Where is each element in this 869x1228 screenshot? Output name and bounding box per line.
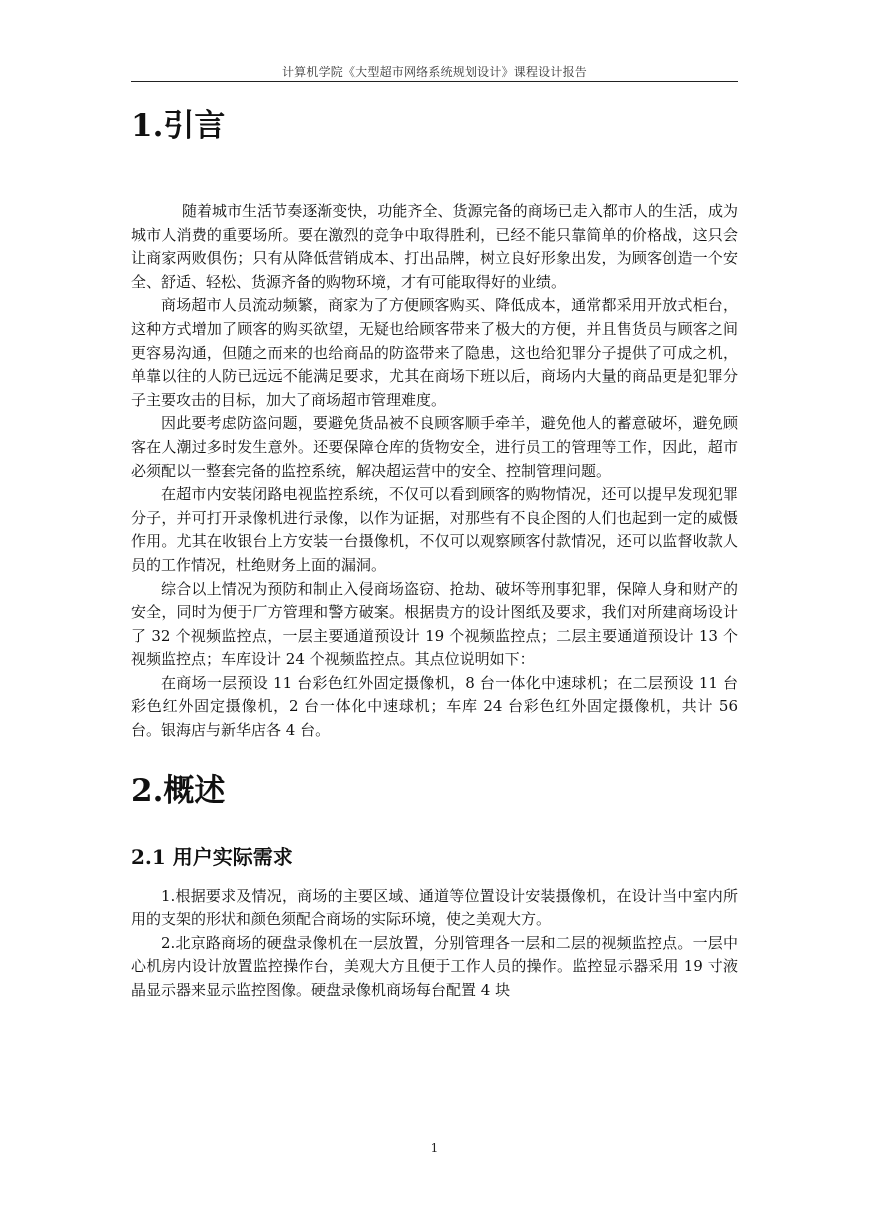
- section-1-paragraph-4: 在超市内安装闭路电视监控系统，不仅可以看到顾客的购物情况，还可以提早发现犯罪分子，并可打开录像机进行录像，以作为证据，对那些有不良企图的人们也起到一定的威慑作用。尤其在收银台上方安装一台摄像机，不仅可以观察顾客付款情况，还可以监督收款人员的工作情况，杜绝财务上面的漏洞。: [131, 485, 738, 574]
- section-1-title: 1.引言: [131, 108, 226, 144]
- page-number: 1: [430, 1141, 439, 1155]
- section-1-paragraph-3: 因此要考虑防盗问题，要避免货品被不良顾客顺手牵羊，避免他人的蓄意破坏，避免顾客在人潮过多时发生意外。还要保障仓库的货物安全，进行员工的管理等工作，因此，超市必须配以一整套完备的监控系统，解决超运营中的安全、控制管理问题。: [131, 414, 738, 480]
- section-1-paragraph-5: 综合以上情况为预防和制止入侵商场盗窃、抢劫、破坏等刑事犯罪，保障人身和财产的安全，同时为便于厂方管理和警方破案。根据贵方的设计图纸及要求，我们对所建商场设计了 32 个视频监控点，一层主要通道预设计 19 个视频监控点；二层主要通道预设计 13 个视频监控点；车库设计 24 个视频监控点。其点位说明如下：: [131, 579, 738, 669]
- section-2-1-title: 2.1 用户实际需求: [131, 844, 293, 869]
- section-1-paragraph-1: 随着城市生活节奏逐渐变快，功能齐全、货源完备的商场已走入都市人的生活，成为城市人消费的重要场所。要在激烈的竞争中取得胜利，已经不能只靠简单的价格战，这只会让商家两败俱伤；只有从降低营销成本、打出品牌，树立良好形象出发，为顾客创造一个安全、舒适、轻松、货源齐备的购物环境，才有可能取得好的业绩。: [131, 202, 738, 291]
- running-header: 计算机学院《大型超市网络系统规划设计》课程设计报告: [281, 65, 587, 79]
- section-2-1-paragraph-2: 2.北京路商场的硬盘录像机在一层放置，分别管理各一层和二层的视频监控点。一层中心机房内设计放置监控操作台，美观大方且便于工作人员的操作。监控显示器采用 19 寸液晶显示器来显示监控图像。硬盘录像机商场每台配置 4 块: [131, 933, 738, 1000]
- section-1-paragraph-2: 商场超市人员流动频繁，商家为了方便顾客购买、降低成本，通常都采用开放式柜台，这种方式增加了顾客的购买欲望，无疑也给顾客带来了极大的方便，并且售货员与顾客之间更容易沟通，但随之而来的也给商品的防盗带来了隐患，这也给犯罪分子提供了可成之机，单靠以往的人防已远远不能满足要求，尤其在商场下班以后，商场内大量的商品更是犯罪分子主要攻击的目标，加大了商场超市管理难度。: [131, 296, 738, 409]
- section-2-title: 2.概述: [131, 772, 226, 809]
- page-content: [131, 108, 738, 1003]
- header-rule: [131, 81, 738, 82]
- spacer: [131, 160, 738, 200]
- section-1-paragraph-6: 在商场一层预设 11 台彩色红外固定摄像机，8 台一体化中速球机；在二层预设 11 台彩色红外固定摄像机，2 台一体化中速球机；车库 24 台彩色红外固定摄像机，共计 56 台。银海店与新华店各 4 台。: [131, 673, 738, 740]
- section-2-1-paragraph-1: 1.根据要求及情况，商场的主要区域、通道等位置设计安装摄像机，在设计当中室内所用的支架的形状和颜色须配合商场的实际环境，使之美观大方。: [131, 886, 738, 929]
